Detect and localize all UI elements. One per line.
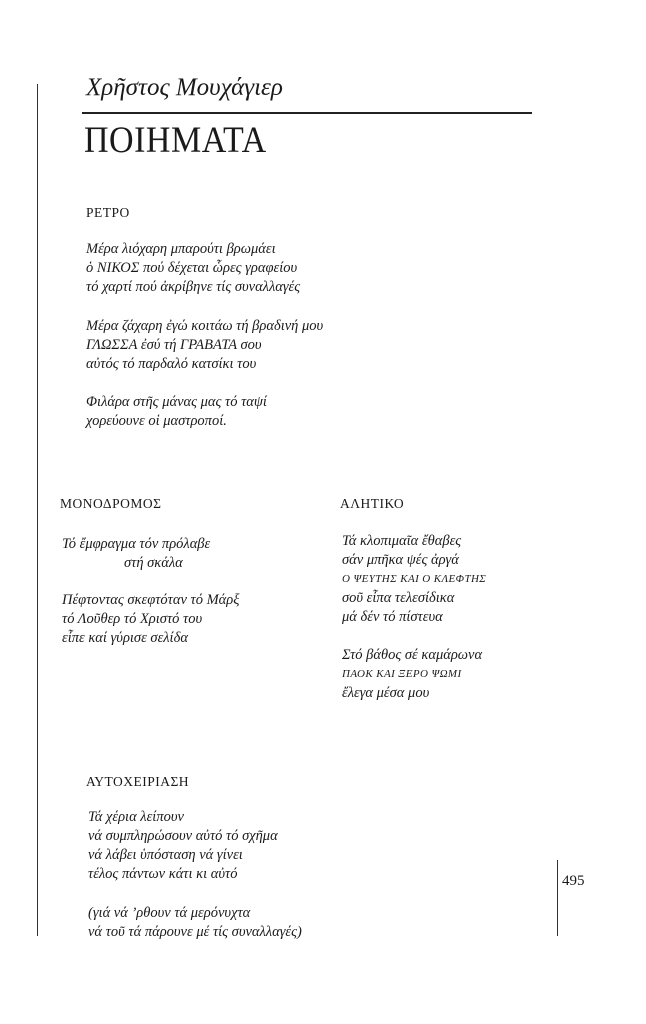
poem-line: Τά χέρια λείπουν [88, 809, 184, 825]
poem-line: σοῦ εἶπα τελεσίδικα [342, 590, 455, 606]
poem-alitiko-stanza-2 [342, 646, 482, 703]
poem-line: χορεύουνε οἱ μαστροποί. [86, 413, 227, 429]
poem-line: νά λάβει ὑπόσταση νά γίνει [88, 847, 243, 863]
poem-alitiko-stanza-1 [342, 532, 486, 627]
poem-line: στή σκάλα [124, 555, 183, 571]
poem-monodromos-stanza-1 [62, 535, 210, 573]
poem-line: Μέρα λιόχαρη μπαρούτι βρωμάει [86, 241, 276, 257]
poem-line: Τό ἔμφραγμα τόν πρόλαβε [62, 536, 211, 552]
header-rule [82, 112, 532, 114]
poem-line: ΓΛΩΣΣΑ ἐσύ τή ΓΡΑΒΑΤΑ σου [86, 337, 262, 353]
poem-line: τό Λοῦθερ τό Χριστό του [62, 611, 203, 627]
poem-heading-alitiko: ΑΛΗΤΙΚΟ [340, 496, 405, 511]
poem-retro-stanza-1 [86, 240, 300, 297]
poem-heading-monodromos: ΜΟΝΟΔΡΟΜΟΣ [60, 496, 162, 511]
poem-line: Πέφτοντας σκεφτόταν τό Μάρξ [62, 592, 240, 608]
poem-line: σάν μπῆκα ψές ἀργά [342, 552, 459, 568]
poem-line: τό χαρτί πού ἀκρίβηνε τίς συναλλαγές [86, 279, 301, 295]
poem-retro-stanza-2 [86, 317, 323, 374]
poem-line: νά τοῦ τά πάρουνε μέ τίς συναλλαγές) [88, 924, 302, 940]
poem-line: μά δέν τό πίστευα [342, 609, 443, 625]
poem-line: (γιά νά ’ρθουν τά μερόνυχτα [88, 905, 251, 921]
poem-line: ἔλεγα μέσα μου [342, 685, 430, 701]
poem-line: εἶπε καί γύρισε σελίδα [62, 630, 188, 646]
poem-heading-retro: ΡΕΤΡΟ [86, 205, 130, 220]
page-number: 495 [562, 873, 585, 889]
poem-line: τέλος πάντων κάτι κι αὐτό [88, 866, 238, 882]
author-name: Χρῆστος Μουχάγιερ [86, 74, 283, 101]
poem-aftocheiriasi-stanza-2 [88, 904, 302, 942]
poem-line: Στό βάθος σέ καμάρωνα [342, 647, 483, 663]
poem-line: Ο ΨΕΥΤΗΣ ΚΑΙ Ο ΚΛΕΦΤΗΣ [342, 573, 487, 585]
poem-line: Μέρα ζάχαρη ἐγώ κοιτάω τή βραδινή μου [86, 318, 324, 334]
poem-heading-aftocheiriasi: ΑΥΤΟΧΕΙΡΙΑΣΗ [86, 774, 190, 789]
poem-line: αὐτός τό παρδαλό κατσίκι του [86, 356, 257, 372]
page-title: ΠΟΙΗΜΑΤΑ [84, 120, 267, 161]
poem-line: νά συμπληρώσουν αὐτό τό σχῆμα [88, 828, 278, 844]
poem-line: Τά κλοπιμαῖα ἔθαβες [342, 533, 462, 549]
poem-monodromos-stanza-2 [62, 591, 239, 648]
left-margin-rule [37, 84, 38, 936]
poem-line: Φιλάρα στῆς μάνας μας τό ταψί [86, 394, 267, 410]
poem-retro-stanza-3 [86, 393, 267, 431]
poem-line: ὁ ΝΙΚΟΣ πού δέχεται ὧρες γραφείου [86, 260, 298, 276]
right-margin-rule [557, 860, 558, 936]
poem-aftocheiriasi-stanza-1 [88, 808, 278, 884]
poem-line: ΠΑΟΚ ΚΑΙ ΞΕΡΟ ΨΩΜΙ [342, 668, 462, 680]
